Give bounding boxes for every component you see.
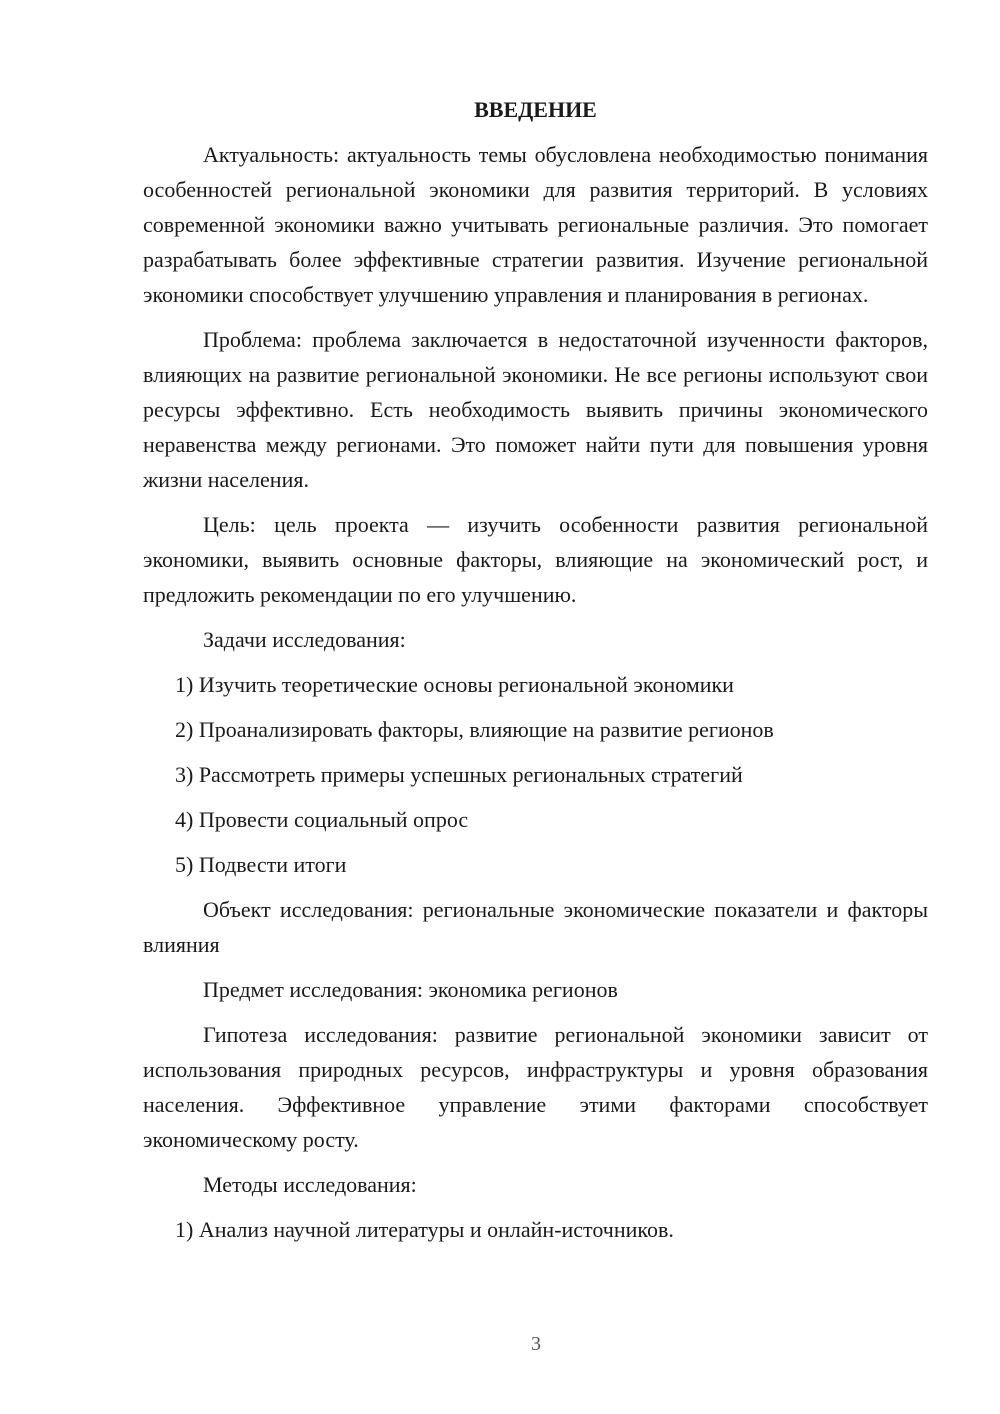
problem-paragraph: Проблема: проблема заключается в недостаточной изученности факторов, влияющих на развитие региональной экономики. Не все регионы используют свои ресурсы эффективно. Есть необходимость выявить причины экономического неравенства между регионами. Это поможет найти пути для повышения уровня жизни населения.: [143, 327, 928, 492]
page-title: ВВЕДЕНИЕ: [474, 97, 597, 122]
tasks-heading: Задачи исследования:: [203, 627, 406, 652]
page-content: [143, 92, 928, 1257]
task-item-1: 1) Изучить теоретические основы региональной экономики: [175, 672, 734, 697]
hypothesis-paragraph: Гипотеза исследования: развитие региональной экономики зависит от использования природных ресурсов, инфраструктуры и уровня образования населения. Эффективное управление этими факторами способствует экономическому росту.: [143, 1022, 928, 1152]
task-item-2: 2) Проанализировать факторы, влияющие на развитие регионов: [175, 717, 774, 742]
object-paragraph: Объект исследования: региональные экономические показатели и факторы влияния: [143, 897, 928, 957]
subject-paragraph: Предмет исследования: экономика регионов: [203, 977, 618, 1002]
relevance-paragraph: Актуальность: актуальность темы обусловлена необходимостью понимания особенностей региональной экономики для развития территорий. В условиях современной экономики важно учитывать региональные различия. Это помогает разрабатывать более эффективные стратегии развития. Изучение региональной экономики способствует улучшению управления и планирования в регионах.: [143, 142, 928, 307]
method-item-1: 1) Анализ научной литературы и онлайн-источников.: [175, 1217, 674, 1242]
methods-heading: Методы исследования:: [203, 1172, 417, 1197]
task-item-3: 3) Рассмотреть примеры успешных региональных стратегий: [175, 762, 743, 787]
page-number: 3: [531, 1333, 541, 1355]
task-item-4: 4) Провести социальный опрос: [175, 807, 469, 832]
goal-paragraph: Цель: цель проекта — изучить особенности развития региональной экономики, выявить основные факторы, влияющие на экономический рост, и предложить рекомендации по его улучшению.: [143, 512, 928, 607]
task-item-5: 5) Подвести итоги: [175, 852, 347, 877]
